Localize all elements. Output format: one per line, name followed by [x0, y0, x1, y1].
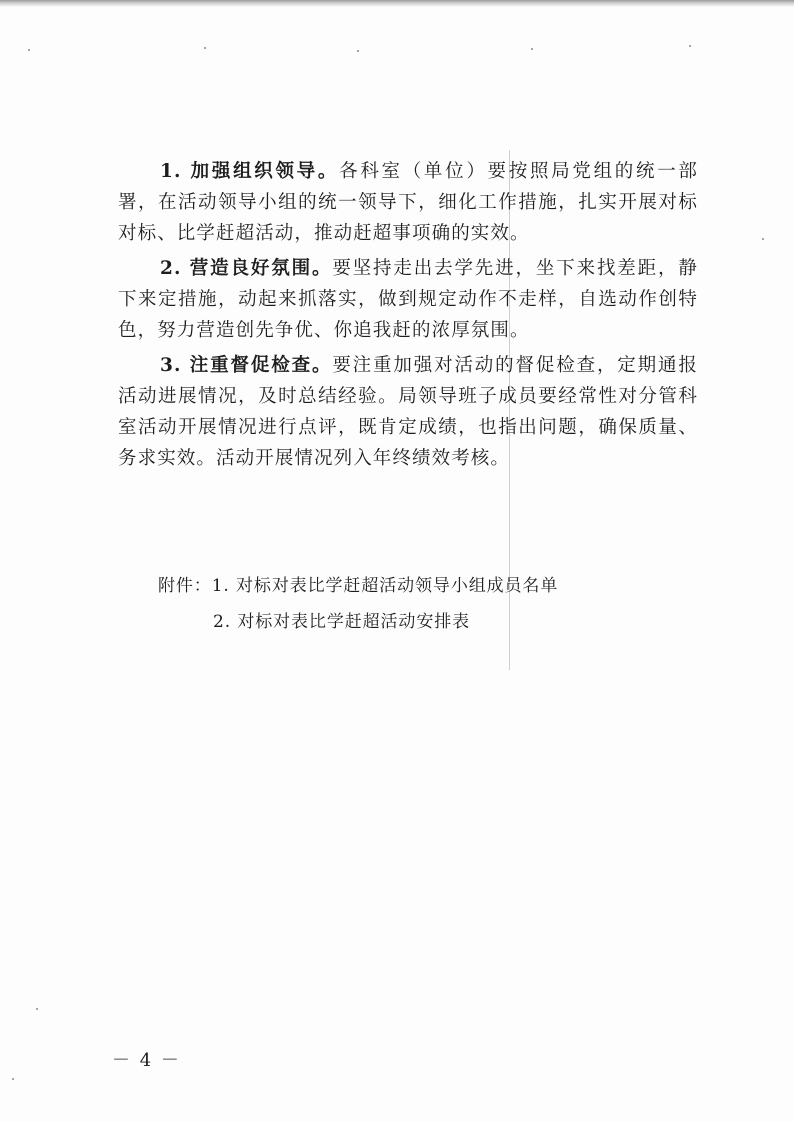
paragraph-text: 各科室（单位）要按照局党组的统一部署，在活动领导小组的统一领导下，细化工作措施，扎实开展对标对标、比学赶超活动，推动赶超事项确的实效。 — [118, 161, 698, 244]
paragraph-heading: 1. 加强组织领导。 — [160, 161, 340, 182]
attachment-title: 1. 对标对表比学赶超活动领导小组成员名单 — [211, 576, 559, 596]
paragraph-atmosphere — [118, 253, 698, 346]
paragraph-text: 要坚持走出去学先进，坐下来找差距，静下来定措施，动起来抓落实，做到规定动作不走样，自选动作创特色，努力营造创先争优、你追我赶的浓厚氛围。 — [118, 258, 698, 341]
scan-speck — [357, 50, 359, 52]
paragraph-heading: 2. 营造良好氛围。 — [160, 258, 333, 279]
attachment-item-1 — [158, 568, 558, 604]
document-body — [118, 156, 698, 478]
paragraph-organization — [118, 156, 698, 249]
scan-speck — [28, 49, 30, 51]
attachment-item-2 — [158, 604, 558, 640]
scan-top-edge — [0, 0, 794, 7]
scan-speck — [12, 1078, 14, 1080]
paragraph-heading: 3. 注重督促检查。 — [160, 355, 333, 376]
attachment-title: 2. 对标对表比学赶超活动安排表 — [213, 612, 471, 632]
scan-speck — [531, 48, 533, 50]
paragraph-text: 要注重加强对活动的督促检查，定期通报活动进展情况，及时总结经验。局领导班子成员要经常性对分管科室活动开展情况进行点评，既肯定成绩，也指出问题，确保质量、务求实效。活动开展情况列入年终绩效考核。 — [118, 355, 698, 469]
attachments-section — [158, 568, 558, 640]
scan-speck — [204, 47, 206, 49]
paragraph-inspection — [118, 350, 698, 474]
scan-speck — [689, 45, 691, 47]
attachments-label: 附件： — [158, 576, 212, 596]
scan-speck — [762, 238, 764, 240]
scan-speck — [36, 1008, 38, 1010]
page-number: － 4 － — [112, 1050, 181, 1071]
